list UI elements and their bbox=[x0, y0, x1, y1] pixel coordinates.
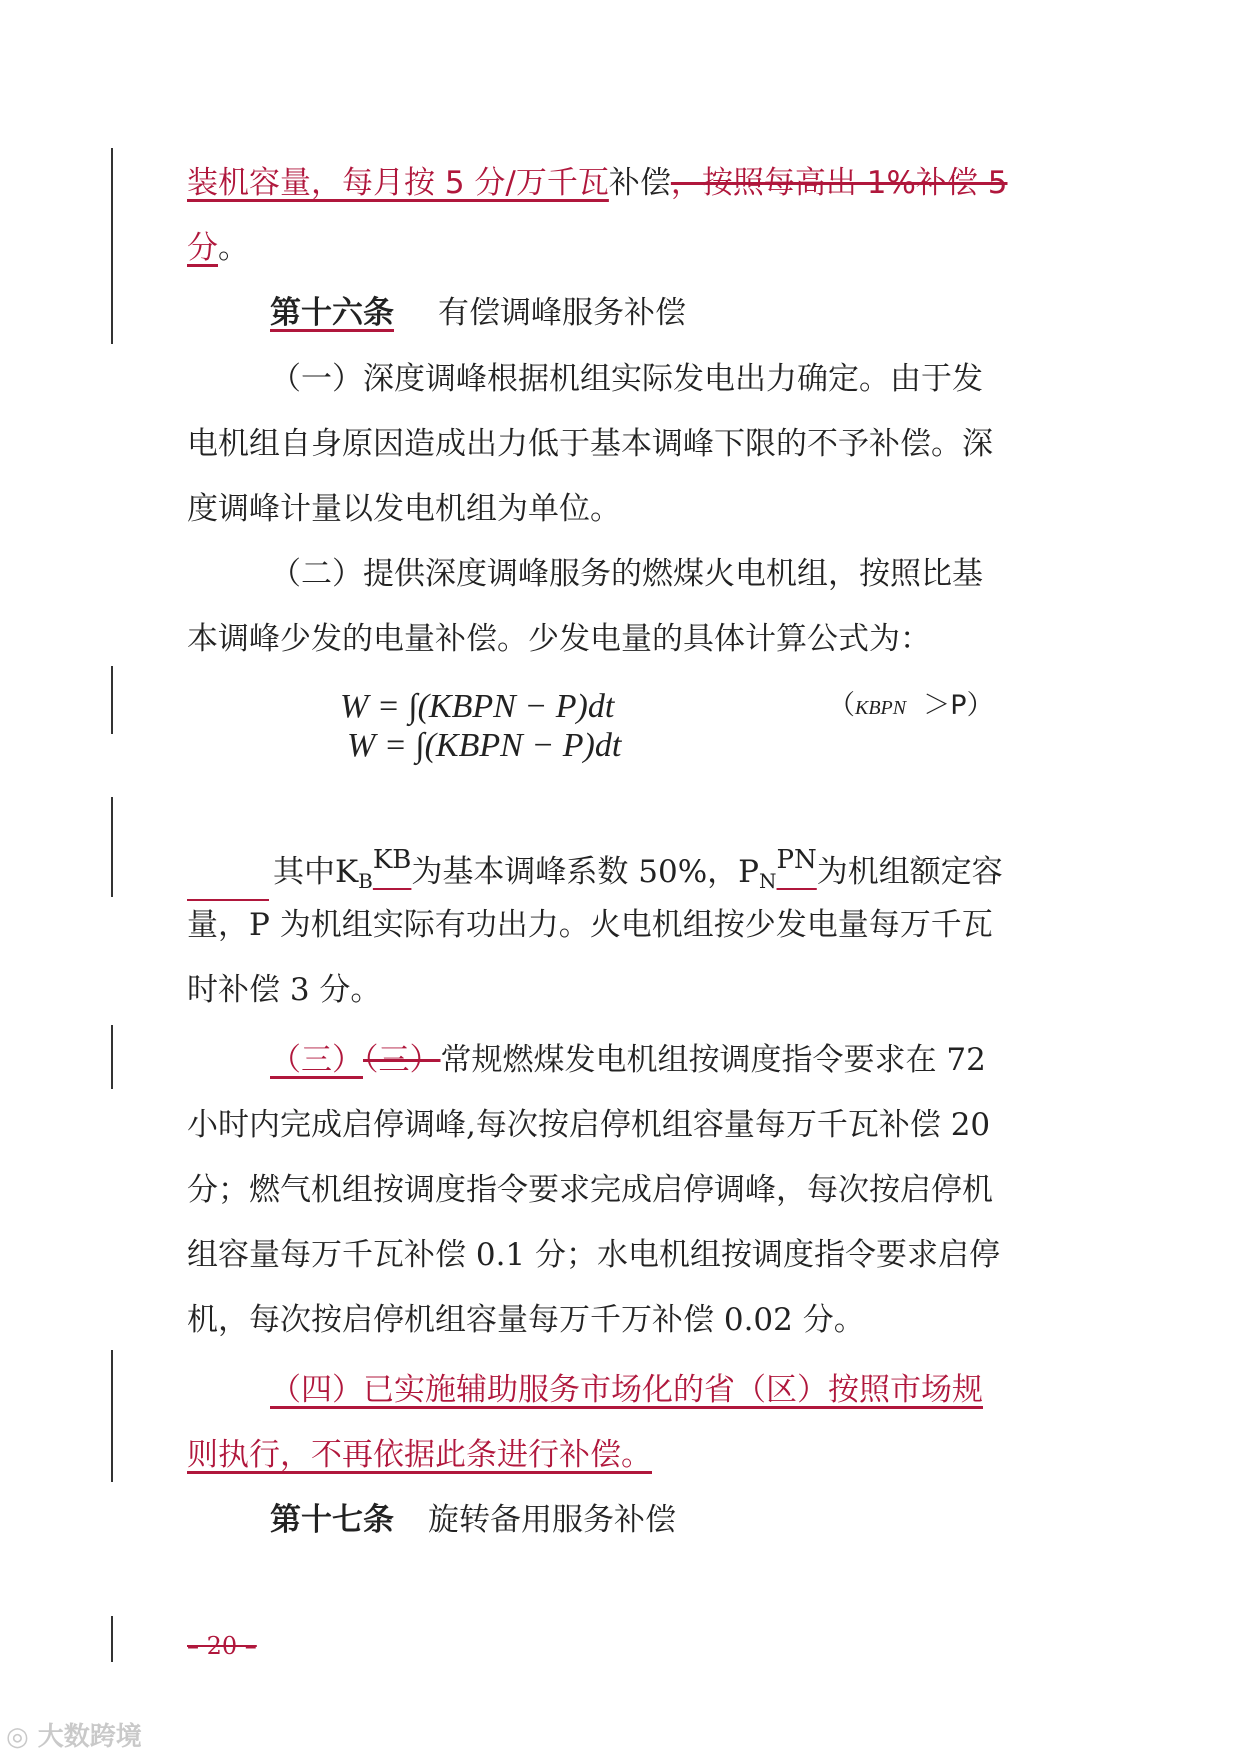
plain-text: 补偿 bbox=[608, 165, 671, 201]
condition-close: ＞P） bbox=[923, 690, 994, 721]
inserted-text: （三） bbox=[270, 1042, 363, 1078]
paragraph-line: 小时内完成启停调峰,每次按启停机组容量每万千瓦补偿 20 bbox=[187, 1107, 991, 1143]
article-16-heading bbox=[270, 293, 1136, 333]
paragraph-line: 度调峰计量以发电机组为单位。 bbox=[187, 491, 621, 527]
change-bar bbox=[111, 1350, 113, 1482]
paragraph-line bbox=[270, 1040, 1053, 1080]
change-bar bbox=[111, 1025, 113, 1089]
condition-open: （ bbox=[828, 690, 855, 721]
paragraph-line: （一）深度调峰根据机组实际发电出力确定。由于发 bbox=[270, 361, 983, 397]
inserted-blank bbox=[187, 869, 269, 901]
watermark-text: 大数跨境 bbox=[37, 1722, 142, 1752]
paragraph-line: 分；燃气机组按调度指令要求完成启停调峰，每次按启停机 bbox=[187, 1172, 993, 1208]
inserted-symbol: PN bbox=[776, 845, 817, 875]
text-line bbox=[187, 163, 1053, 203]
watermark bbox=[6, 1716, 142, 1753]
inserted-text: 装机容量，每月按 5 分/万千瓦 bbox=[187, 165, 609, 201]
text-segment: 常规燃煤发电机组按调度指令要求在 72 bbox=[440, 1042, 986, 1078]
plain-text: 。 bbox=[218, 230, 249, 266]
inserted-paragraph-line: （四）已实施辅助服务市场化的省（区）按照市场规 bbox=[270, 1372, 983, 1408]
paragraph-line: （二）提供深度调峰服务的燃煤火电机组，按照比基 bbox=[270, 556, 983, 592]
text-segment: 为机组额定容 bbox=[816, 854, 1003, 890]
paragraph-line: 时补偿 3 分。 bbox=[187, 972, 382, 1008]
article-number: 第十六条 bbox=[270, 295, 394, 331]
paragraph-line: 量，P 为机组实际有功出力。火电机组按少发电量每万千瓦 bbox=[187, 907, 993, 943]
condition-vars: KBPN bbox=[855, 697, 907, 719]
subscript: B bbox=[358, 869, 373, 893]
deleted-text: （三） bbox=[363, 1042, 441, 1078]
article-title: 有偿调峰服务补偿 bbox=[438, 295, 686, 331]
subscript: N bbox=[759, 869, 777, 893]
logo-icon: ◎ bbox=[6, 1722, 29, 1752]
variables-line bbox=[187, 840, 1053, 901]
formula-line: W = ∫(KBPN − P)dt bbox=[347, 727, 622, 764]
change-bar bbox=[111, 797, 113, 897]
formula-line: W = ∫(KBPN − P)dt bbox=[340, 688, 615, 725]
text-line bbox=[187, 228, 1053, 268]
formula-condition bbox=[828, 683, 994, 722]
article-17-heading bbox=[270, 1500, 1136, 1540]
change-bar bbox=[111, 148, 113, 344]
paragraph-line: 本调峰少发的电量补偿。少发电量的具体计算公式为： bbox=[187, 621, 931, 657]
inserted-paragraph-line: 则执行，不再依据此条进行补偿。 bbox=[187, 1437, 652, 1473]
article-number: 第十七条 bbox=[270, 1502, 394, 1538]
page-number: – 20 – bbox=[187, 1632, 257, 1660]
inserted-text: 分 bbox=[187, 230, 218, 266]
paragraph-line: 机，每次按启停机组容量每万千万补偿 0.02 分。 bbox=[187, 1302, 865, 1338]
inserted-symbol: KB bbox=[372, 845, 412, 875]
text-segment: 为基本调峰系数 50%，P bbox=[411, 854, 760, 890]
deleted-text: ，按照每高出 1%补偿 5 bbox=[670, 165, 1008, 201]
change-bar bbox=[111, 1616, 113, 1662]
change-bar bbox=[111, 666, 113, 734]
text-segment: 其中K bbox=[273, 854, 359, 890]
paragraph-line: 电机组自身原因造成出力低于基本调峰下限的不予补偿。深 bbox=[187, 426, 993, 462]
paragraph-line: 组容量每万千瓦补偿 0.1 分；水电机组按调度指令要求启停 bbox=[187, 1237, 1001, 1273]
article-title: 旋转备用服务补偿 bbox=[428, 1502, 676, 1538]
